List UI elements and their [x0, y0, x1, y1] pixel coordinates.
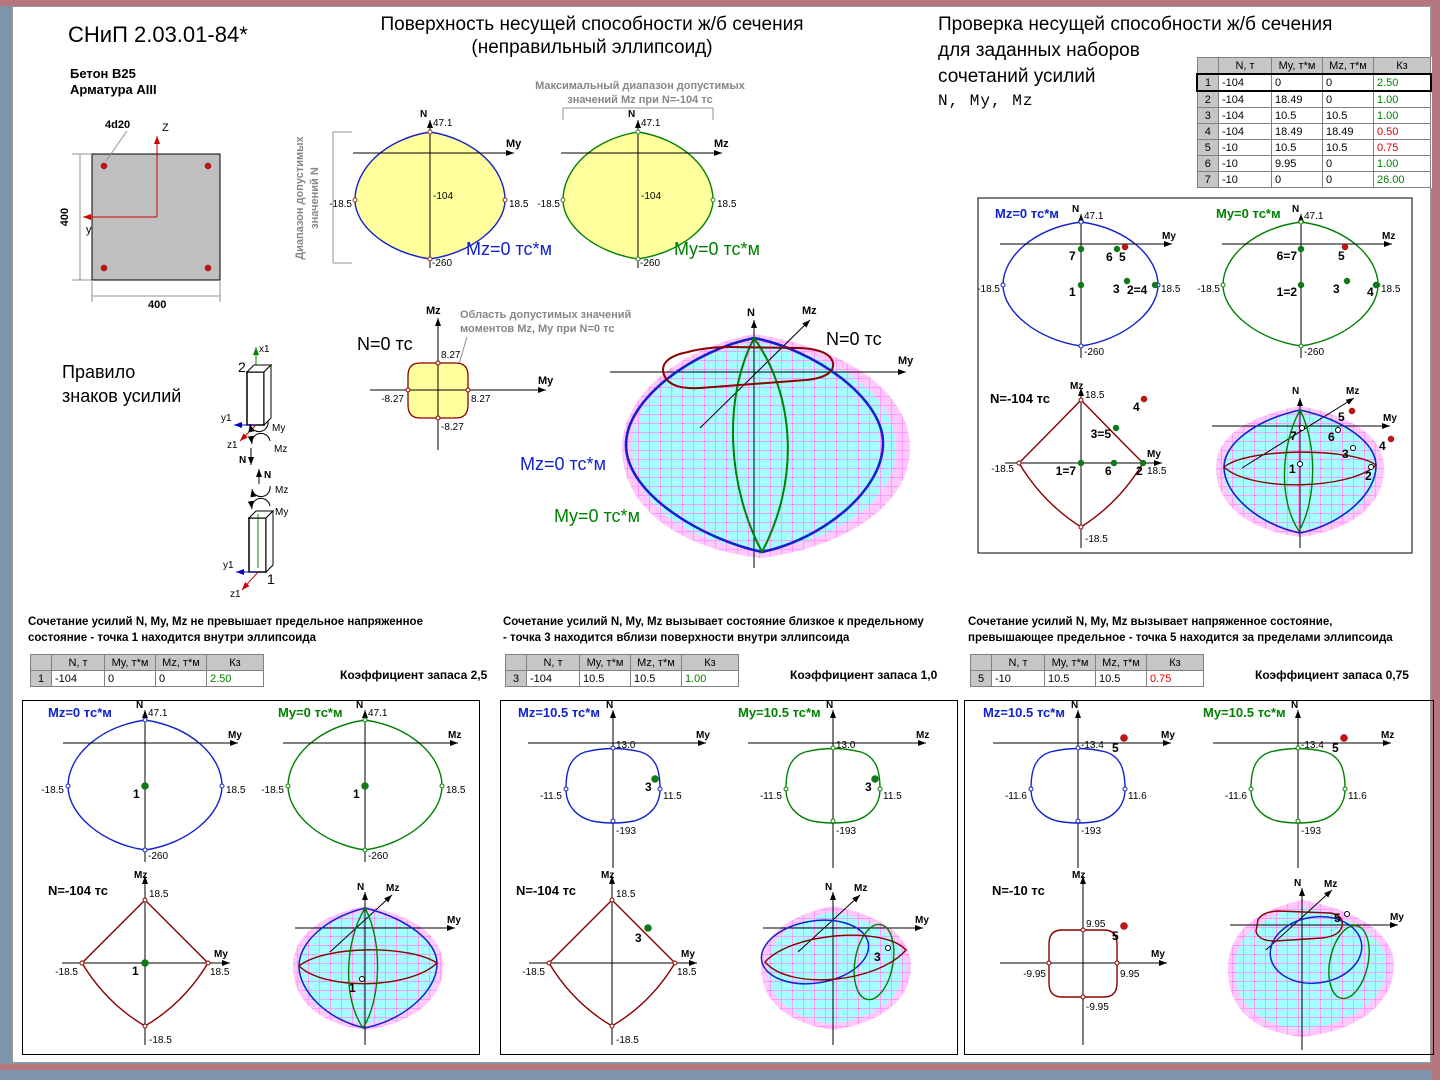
verification-panel	[977, 198, 1412, 553]
axis-z-label: Z	[162, 122, 169, 134]
tick-label: 18.5	[1147, 466, 1167, 477]
tick-label: -260	[432, 258, 453, 269]
tick-label: 18.5	[149, 889, 169, 900]
point-label: 3=5	[1090, 427, 1111, 441]
axis-label: Mz	[714, 138, 729, 150]
tick-label: -18.5	[1197, 284, 1220, 295]
chart-caption: N=-104 тс	[48, 883, 109, 898]
axis-label: My	[447, 915, 461, 926]
chart-caption: N=-104 тс	[990, 391, 1051, 406]
rebar-dot	[101, 265, 107, 271]
ellipsoid-3d-main	[520, 305, 914, 568]
tick-label: -9.95	[1086, 1002, 1109, 1013]
section-caption: N=0 тс	[826, 329, 882, 349]
tick-label: -11.5	[759, 791, 782, 802]
tick-label: -260	[368, 851, 389, 862]
axis-label: N	[606, 700, 614, 711]
point-label: 4	[1133, 400, 1140, 414]
axis-label: z1	[227, 440, 238, 451]
force-label: N	[264, 470, 272, 481]
axis-label: My	[1161, 730, 1175, 741]
axis-label: N	[357, 882, 365, 893]
point-label: 5	[1334, 911, 1341, 925]
tick-label: -104	[641, 191, 662, 202]
panel2-table-row: 3 -104 10.5 10.5 1.00	[506, 671, 739, 687]
tick-label: 11.6	[1348, 791, 1367, 802]
axis-label: N	[136, 700, 144, 711]
point-label: 2=4	[1127, 283, 1148, 297]
area-note: моментов Mz, My при N=0 тс	[460, 323, 615, 335]
axis-label: Mz	[1346, 386, 1360, 397]
tick-label: -104	[433, 191, 454, 202]
axis-label: Mz	[386, 883, 400, 894]
axis-label: My	[898, 355, 914, 367]
axis-label: N	[1292, 204, 1300, 215]
check-title-3: сочетаний усилий	[938, 66, 1096, 87]
section-caption: Mz=0 тс*м	[520, 454, 606, 474]
moment-label: My	[272, 423, 286, 434]
axis-label: My	[228, 730, 242, 741]
panel3-desc-1: Сочетание усилий N, My, Mz вызывает напряженное состояние,	[968, 616, 1333, 628]
axis-label: N	[1071, 700, 1079, 711]
point-label: 1	[353, 787, 360, 801]
point-label: 1	[132, 964, 139, 978]
tick-label: 18.5	[226, 785, 246, 796]
point-label: 3	[1333, 282, 1340, 296]
chart-nmy-mz0	[294, 109, 552, 269]
panel2-desc-2: - точка 3 находится вблизи поверхности внутри эллипсоида	[503, 632, 850, 644]
tick-label: 18.5	[677, 967, 697, 978]
chart-caption: My=10.5 тс*м	[738, 705, 821, 720]
panel3-safety-factor: Коэффициент запаса 0,75	[1255, 668, 1409, 682]
axis-label: Mz	[1381, 730, 1395, 741]
panel2-table: N, т My, т*м Mz, т*м Кз 3 -104 10.5 10.5 1.00	[505, 654, 739, 687]
tick-label: -193	[836, 826, 857, 837]
axis-label: N	[356, 700, 364, 711]
table-row-7[interactable]: 7 -10 0 0 26.00	[1197, 172, 1431, 188]
panel2-safety-factor: Коэффициент запаса 1,0	[790, 668, 938, 682]
tick-label: 18.5	[1161, 284, 1181, 295]
point-label: 3	[635, 931, 642, 945]
tick-label: -11.5	[539, 791, 562, 802]
tick-label: -260	[1304, 347, 1325, 358]
tick-label: -11.6	[1004, 791, 1027, 802]
axis-label: My	[681, 949, 695, 960]
axis-label: Mz	[854, 883, 868, 894]
range-note: значений N	[309, 167, 321, 229]
tick-label: 18.5	[509, 199, 529, 210]
max-range-note: значений Mz при N=-104 тс	[567, 94, 713, 106]
area-note: Область допустимых значений	[460, 309, 632, 321]
sign-rule-title-1: Правило	[62, 362, 136, 382]
axis-label: N	[628, 109, 636, 120]
axis-label: y1	[223, 560, 234, 571]
axis-label: Mz	[1072, 870, 1086, 881]
chart-caption: My=0 тс*м	[278, 705, 343, 720]
section-caption: My=0 тс*м	[554, 506, 640, 526]
chart-caption: Mz=0 тс*м	[48, 705, 112, 720]
chart-caption: N=0 тс	[357, 334, 413, 354]
panel3-desc-2: превышающее предельное - точка 5 находится за пределами эллипсоида	[968, 632, 1393, 644]
point-label: 2	[1136, 464, 1143, 478]
axis-y-label: y	[86, 224, 92, 236]
panel1-desc-1: Сочетание усилий N, My, Mz не превышает предельное напряженное	[28, 616, 423, 628]
point-label: 6	[1106, 250, 1113, 264]
chart-caption: My=10.5 тс*м	[1203, 705, 1286, 720]
axis-label: N	[420, 109, 428, 120]
tick-label: -11.6	[1224, 791, 1247, 802]
point-label: 4	[1367, 285, 1374, 299]
chart-caption: My=0 тс*м	[674, 239, 760, 259]
tick-label: 47.1	[148, 708, 168, 719]
axis-label: My	[538, 375, 554, 387]
max-range-note: Максимальный диапазон допустимых	[535, 80, 745, 92]
point-label: 3	[1342, 447, 1349, 461]
tick-label: -8.27	[381, 394, 404, 405]
tick-label: 47.1	[433, 118, 453, 129]
axis-label: Mz	[1324, 879, 1338, 890]
panel-point1-box	[22, 700, 480, 1055]
moment-label: Mz	[274, 444, 288, 455]
tick-label: 8.27	[471, 394, 491, 405]
point-label: 1	[349, 981, 356, 995]
chart-caption: N=-10 тс	[992, 883, 1045, 898]
material-concrete: Бетон B25	[70, 66, 136, 81]
axis-label: My	[214, 949, 228, 960]
point-label: 1=7	[1055, 464, 1076, 478]
chart-caption: Mz=0 тс*м	[995, 206, 1059, 221]
tick-label: -193	[616, 826, 637, 837]
tick-label: -18.5	[329, 199, 352, 210]
chart-caption: N=-104 тс	[516, 883, 577, 898]
axis-label: My	[1383, 413, 1397, 424]
chart-caption: Mz=0 тс*м	[466, 239, 552, 259]
moment-label: My	[275, 507, 289, 518]
axis-label: N	[825, 882, 833, 893]
point-label: 5	[1338, 410, 1345, 424]
tick-label: 9.95	[1086, 919, 1106, 930]
point-label: 4	[1379, 439, 1386, 453]
force-label: N	[239, 455, 247, 466]
panel-point5-box	[964, 700, 1434, 1055]
material-rebar: Арматура AIII	[70, 82, 157, 97]
point-label: 5	[1338, 249, 1345, 263]
axis-label: My	[1151, 949, 1165, 960]
table-row-6[interactable]: 6 -10 9.95 0 1.00	[1197, 156, 1431, 172]
check-title-2: для заданных наборов	[938, 40, 1140, 61]
axis-label: Mz	[601, 870, 615, 881]
panel3-table: N, т My, т*м Mz, т*м Кз 5 -10 10.5 10.5 0.75	[970, 654, 1204, 687]
axis-label: Mz	[916, 730, 930, 741]
axis-label: My	[1147, 449, 1161, 460]
axis-label: N	[1294, 878, 1302, 889]
tick-label: -193	[1081, 826, 1102, 837]
point-label: 5	[1119, 250, 1126, 264]
point-label: 2	[1365, 469, 1372, 483]
chart-nmz-my0	[535, 80, 760, 269]
range-note: Диапазон допустимых	[294, 136, 306, 260]
chart-caption: Mz=10.5 тс*м	[518, 705, 600, 720]
axis-label: My	[506, 138, 522, 150]
tick-label: -18.5	[55, 967, 78, 978]
tick-label: 47.1	[1084, 211, 1104, 222]
rebar-dot	[205, 265, 211, 271]
axis-label: My	[915, 915, 929, 926]
axis-label: Mz	[134, 870, 148, 881]
tick-label: 47.1	[641, 118, 661, 129]
axis-label: Mz	[1070, 381, 1084, 392]
tick-label: -18.5	[1085, 534, 1108, 545]
tick-label: 11.6	[1128, 791, 1147, 802]
chart-caption: Mz=10.5 тс*м	[983, 705, 1065, 720]
point-label: 1	[133, 787, 140, 801]
tick-label: 47.1	[368, 708, 388, 719]
table-row-1[interactable]: 1 -104 0 0 2.50	[1197, 74, 1431, 91]
axis-label: Mz	[802, 305, 817, 317]
panel2-desc-1: Сочетание усилий N, My, Mz вызывает состояние близкое к предельному	[503, 616, 924, 628]
axis-label: My	[696, 730, 710, 741]
axis-label: N	[1291, 700, 1299, 711]
tick-label: -18.5	[522, 967, 545, 978]
point-label: 6	[1328, 430, 1335, 444]
point-label: 1=2	[1276, 285, 1297, 299]
code-title: СНиП 2.03.01-84*	[68, 22, 248, 47]
tick-label: -13.4	[1301, 740, 1324, 751]
panel-point3-box	[500, 700, 958, 1055]
axis-label: N	[1072, 204, 1080, 215]
node-label: 1	[267, 571, 275, 587]
point-label: 3	[645, 780, 652, 794]
tick-label: 18.5	[210, 967, 230, 978]
table-row-3[interactable]: 3 -104 10.5 10.5 1.00	[1197, 108, 1431, 124]
check-title-1: Проверка несущей способности ж/б сечения	[938, 14, 1333, 35]
tick-label: 11.5	[663, 791, 682, 802]
axis-label: Mz	[448, 730, 462, 741]
point-label: 3	[1113, 282, 1120, 296]
table-row-2[interactable]: 2 -104 18.49 0 1.00	[1197, 91, 1431, 108]
tick-label: -193	[1301, 826, 1322, 837]
chart-mymz-n0	[357, 305, 631, 450]
node-label: 2	[238, 359, 246, 375]
tick-label: -18.5	[977, 284, 1000, 295]
table-header-row: N, т My, т*м Mz, т*м Кз	[1197, 58, 1431, 75]
panel1-desc-2: состояние - точка 1 находится внутри эллипсоида	[28, 632, 317, 644]
load-combinations-table	[1196, 57, 1432, 188]
tick-label: -260	[148, 851, 169, 862]
tick-label: 13.0	[616, 740, 636, 751]
tick-label: 9.95	[1120, 969, 1140, 980]
tick-label: -9.95	[1023, 969, 1046, 980]
tick-label: 47.1	[1304, 211, 1324, 222]
point-label: 5	[1332, 741, 1339, 755]
axis-label: N	[1292, 386, 1300, 397]
tick-label: -18.5	[261, 785, 284, 796]
point-label: 3	[865, 780, 872, 794]
axis-label: N	[826, 700, 834, 711]
axis-label: Mz	[1382, 231, 1396, 242]
table-row-4[interactable]: 4 -104 18.49 18.49 0.50	[1197, 124, 1431, 140]
panel1-table: N, т My, т*м Mz, т*м Кз 1 -104 0 0 2.50	[30, 654, 264, 687]
sign-rule-title-2: знаков усилий	[62, 386, 182, 406]
tick-label: -260	[640, 258, 661, 269]
tick-label: -13.4	[1081, 740, 1104, 751]
tick-label: 18.5	[446, 785, 466, 796]
point-label: 7	[1290, 429, 1297, 443]
point-label: 5	[1112, 929, 1119, 943]
panel3-table-row: 5 -10 10.5 10.5 0.75	[971, 671, 1204, 687]
tick-label: -18.5	[991, 464, 1014, 475]
surface-title-2: (неправильный эллипсоид)	[471, 37, 713, 58]
point-label: 1	[1289, 462, 1296, 476]
rebar-dot	[205, 163, 211, 169]
axis-label: x1	[259, 344, 270, 355]
axis-label: Mz	[426, 305, 441, 317]
surface-title-1: Поверхность несущей способности ж/б сечения	[380, 14, 804, 35]
tick-label: 11.5	[883, 791, 902, 802]
point-label: 6=7	[1276, 249, 1297, 263]
table-row-5[interactable]: 5 -10 10.5 10.5 0.75	[1197, 140, 1431, 156]
point-label: 1	[1069, 285, 1076, 299]
chart-caption: My=0 тс*м	[1216, 206, 1281, 221]
axis-label: N	[747, 307, 755, 319]
check-title-4: N, My, Mz	[938, 92, 1034, 110]
point-label: 7	[1069, 249, 1076, 263]
tick-label: 18.5	[717, 199, 737, 210]
sign-convention-diagram	[221, 344, 288, 600]
tick-label: 18.5	[1381, 284, 1401, 295]
axis-label: z1	[230, 589, 241, 600]
point-label: 5	[1112, 741, 1119, 755]
rebar-dot	[101, 163, 107, 169]
panel1-table-row: 1 -104 0 0 2.50	[31, 671, 264, 687]
tick-label: -18.5	[616, 1035, 639, 1046]
axis-label: y1	[221, 413, 232, 424]
axis-label: My	[1390, 912, 1404, 923]
tick-label: 13.0	[836, 740, 856, 751]
dim-width: 400	[148, 299, 167, 311]
point-label: 3	[874, 950, 881, 964]
panel1-safety-factor: Коэффициент запаса 2,5	[340, 668, 488, 682]
tick-label: 18.5	[616, 889, 636, 900]
moment-label: Mz	[275, 485, 289, 496]
tick-label: 18.5	[1085, 390, 1105, 401]
tick-label: -18.5	[41, 785, 64, 796]
axis-label: My	[1162, 231, 1176, 242]
tick-label: 8.27	[441, 350, 461, 361]
tick-label: -18.5	[537, 199, 560, 210]
cross-section-drawing	[59, 119, 220, 311]
tick-label: -8.27	[441, 422, 464, 433]
tick-label: -18.5	[149, 1035, 172, 1046]
dim-height: 400	[59, 207, 71, 227]
rebar-callout: 4d20	[105, 119, 131, 131]
tick-label: -260	[1084, 347, 1105, 358]
point-label: 6	[1105, 464, 1112, 478]
